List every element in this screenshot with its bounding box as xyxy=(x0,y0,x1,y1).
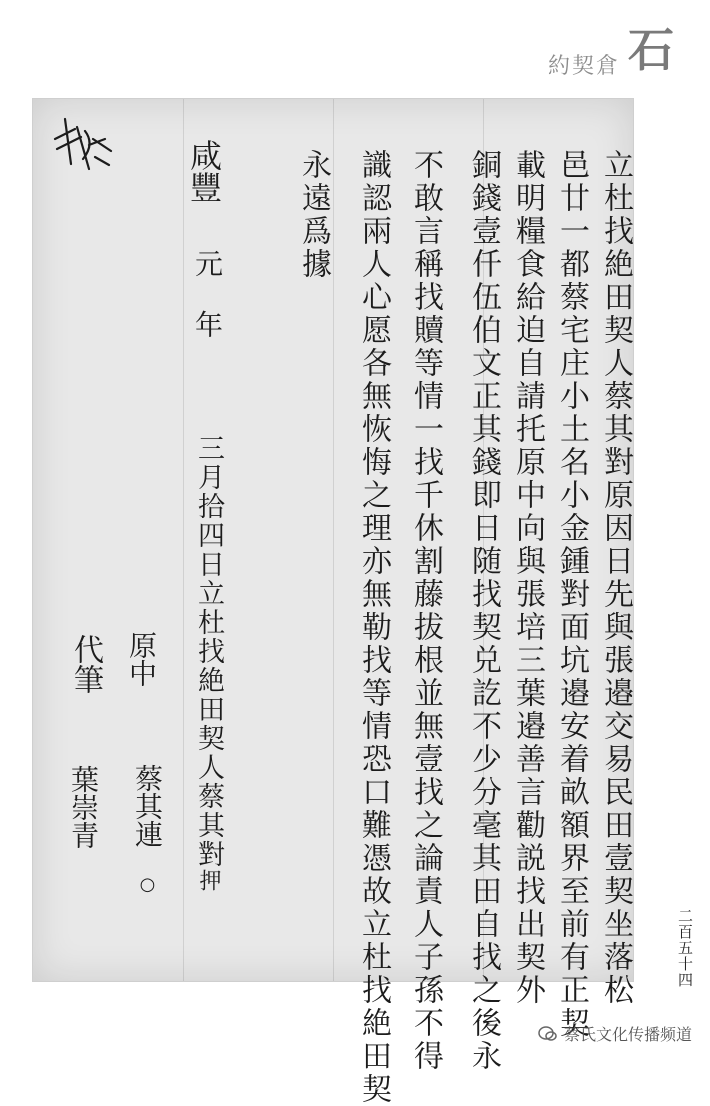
page-number: 二百五十四 xyxy=(676,908,694,988)
collection-header xyxy=(548,14,674,80)
middleman-name: 蔡其連 xyxy=(131,764,164,848)
deed-line-5: 不敢言稱找贖等情一找千休割藤拔根並無壹找之論責人子孫不得 xyxy=(408,149,443,1073)
middleman-label: 原中 xyxy=(125,631,158,687)
deed-line-7: 永遠爲據 xyxy=(296,149,331,281)
chat-bubble-icon xyxy=(538,1024,558,1044)
header-subtitle: 約契倉 xyxy=(547,54,620,79)
deed-line-3: 載明糧食給迫自請托原中向與張培三葉邉善言勸説找出契外 xyxy=(510,149,545,1007)
header-title: 石 xyxy=(628,23,674,77)
watermark-text: 蔡氏文化传播频道 xyxy=(563,1025,692,1044)
seal-mark-icon xyxy=(45,109,117,181)
scribe-label: 代筆 xyxy=(68,634,103,694)
era-label: 咸豐 xyxy=(185,139,223,203)
watermark xyxy=(538,1022,692,1045)
year-label: 元 年 xyxy=(191,249,224,338)
date-line: 三月拾四日立杜找絶田契人蔡其對 xyxy=(193,434,224,869)
middleman-mark: ○ xyxy=(137,874,158,895)
fold-line xyxy=(183,99,184,981)
deed-line-2: 邑廿一都蔡宅庄小土名小金鍾對面坑邉安着畝額界至前有正契 xyxy=(554,149,589,1040)
scribe-name: 葉崇青 xyxy=(67,765,100,849)
deed-line-4: 銅錢壹仟伍伯文正其錢即日随找契兑訖不少分毫其田自找之後永 xyxy=(466,149,501,1073)
deed-line-6: 識認兩人心愿各無恢悔之理亦無勒找等情恐口難憑故立杜找絶田契 xyxy=(356,149,391,1106)
signature-mark: 押 xyxy=(196,869,221,891)
deed-line-1: 立杜找絶田契人蔡其對原因日先與張邉交易民田壹契坐落松 xyxy=(598,149,633,1007)
